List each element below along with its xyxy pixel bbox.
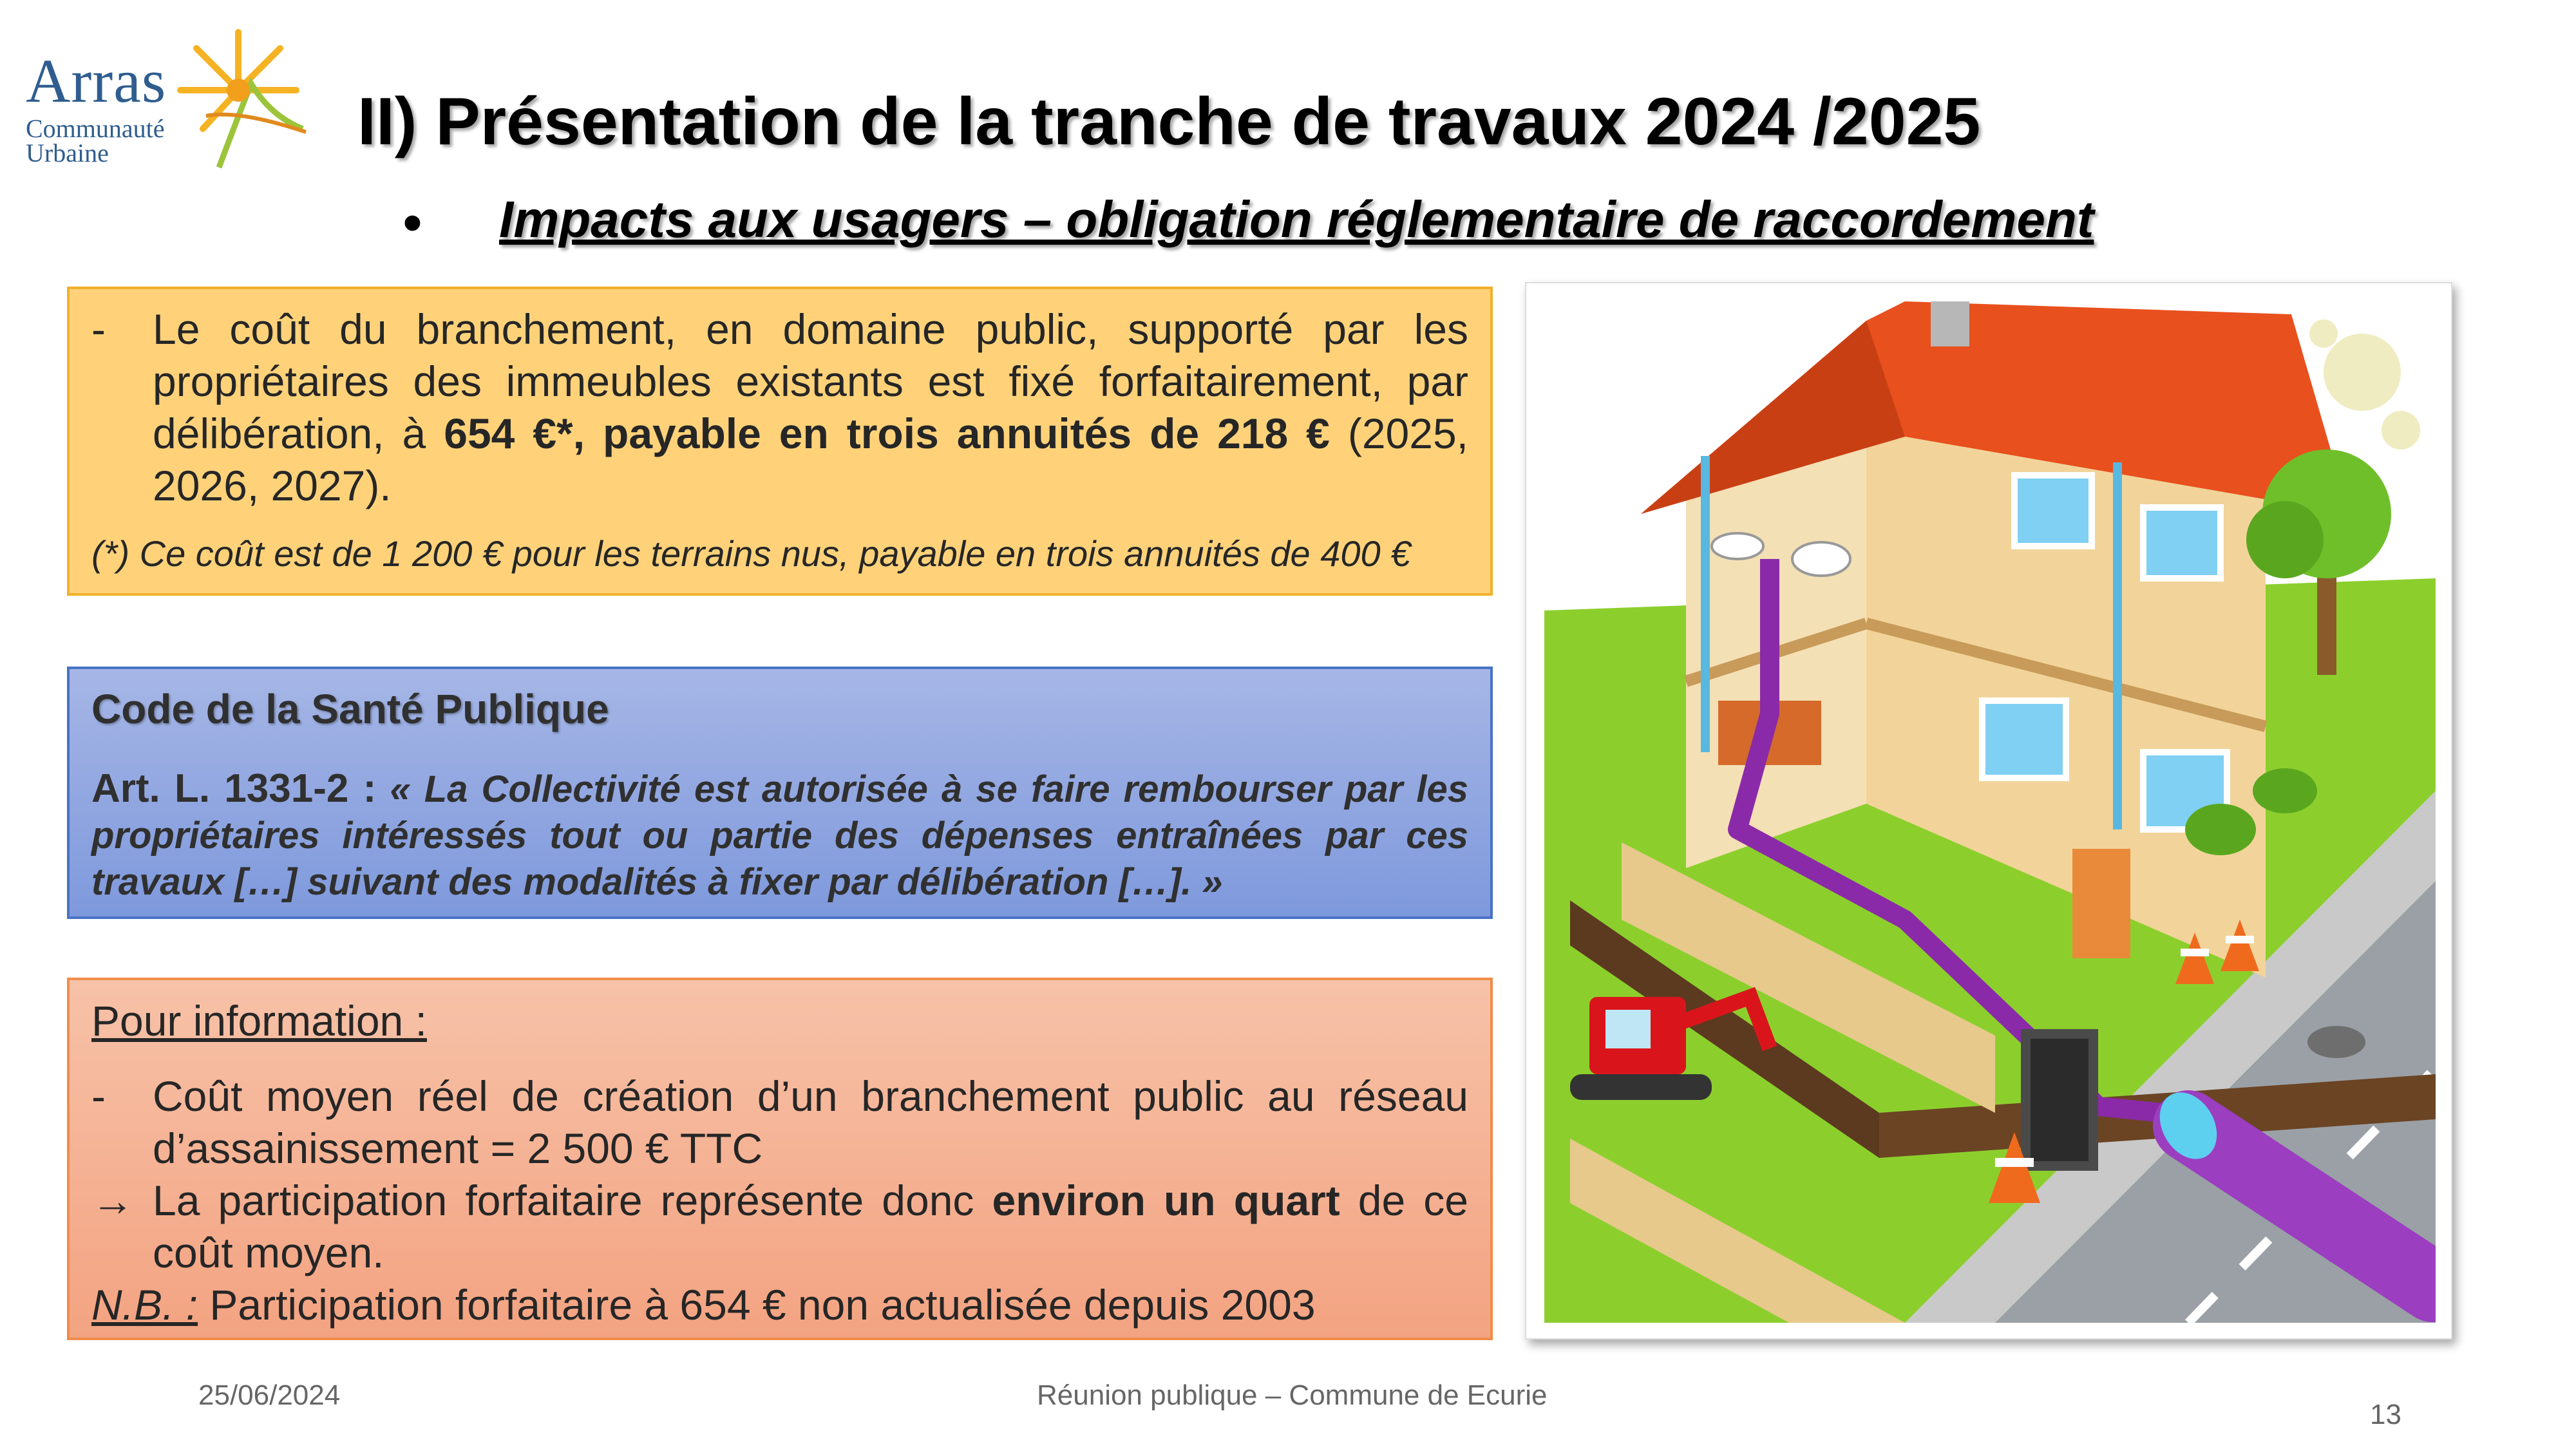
article-quote: « La Collectivité est autorisée à se faire rembourser par les propriétaires intéressés tout ou partie des dépenses entraînées par ces travaux […] suivant des modalités à fixer par délibération […]. » <box>91 768 1468 903</box>
cost-text-part-1: Le coût du branchement, en domaine public, supporté par les propriétaires des immeubles existants est fixé forfaitairement, par délibération, à <box>153 305 1468 457</box>
law-article <box>91 766 1468 905</box>
info-item-1-text: Coût moyen réel de création d’un branchement public au réseau d’assainissement = 2 500 € TTC <box>153 1072 1468 1172</box>
cost-text-part-2: (2025, 2026, 2027). <box>153 410 1468 509</box>
house-sewer-connection-illustration <box>1544 301 2436 1323</box>
info-item-1 <box>91 1070 1468 1175</box>
page-title: II) Présentation de la tranche de travaux 2024 /2025 <box>357 84 1981 159</box>
info-item-2-bold: environ un quart <box>992 1177 1340 1224</box>
page-number: 13 <box>2370 1399 2401 1430</box>
bullet: • <box>402 191 422 254</box>
logo-name: Arras <box>26 46 167 115</box>
info-box <box>67 978 1493 1340</box>
arrow-icon: → <box>91 1177 134 1224</box>
logo-line-2: Urbaine <box>26 138 109 167</box>
info-item-2-text-a: La participation forfaitaire représente donc <box>153 1177 992 1224</box>
footer-date: 25/06/2024 <box>198 1379 341 1411</box>
article-label: Art. L. 1331-2 : <box>91 766 377 811</box>
info-item-2 <box>91 1175 1468 1279</box>
illustration-frame <box>1525 282 2452 1340</box>
cost-item <box>91 303 1468 512</box>
nb-text: Participation forfaitaire à 654 € non actualisée depuis 2003 <box>198 1281 1316 1329</box>
cost-footnote: (*) Ce coût est de 1 200 € pour les terrains nus, payable en trois annuités de 400 € <box>91 533 1411 574</box>
info-item-2-text-b: de ce coût moyen. <box>153 1177 1468 1276</box>
law-heading: Code de la Santé Publique <box>91 686 609 732</box>
page-subtitle: Impacts aux usagers – obligation réglementaire de raccordement <box>499 191 2094 248</box>
arras-logo <box>19 19 303 174</box>
nb-label: N.B. : <box>91 1281 198 1329</box>
law-box <box>67 667 1493 919</box>
cost-box <box>67 287 1493 596</box>
sun-logo-icon <box>142 19 309 174</box>
logo-line-1: Communauté <box>26 114 165 143</box>
dash-marker: - <box>91 305 106 353</box>
nb-note <box>91 1279 1468 1331</box>
info-title: Pour information : <box>91 997 427 1045</box>
cost-text-bold: 654 €*, payable en trois annuités de 218 € <box>444 410 1330 457</box>
dash-marker: - <box>91 1072 106 1120</box>
footer-center-text: Réunion publique – Commune de Ecurie <box>1037 1379 1548 1411</box>
subtitle-row <box>402 190 2334 261</box>
